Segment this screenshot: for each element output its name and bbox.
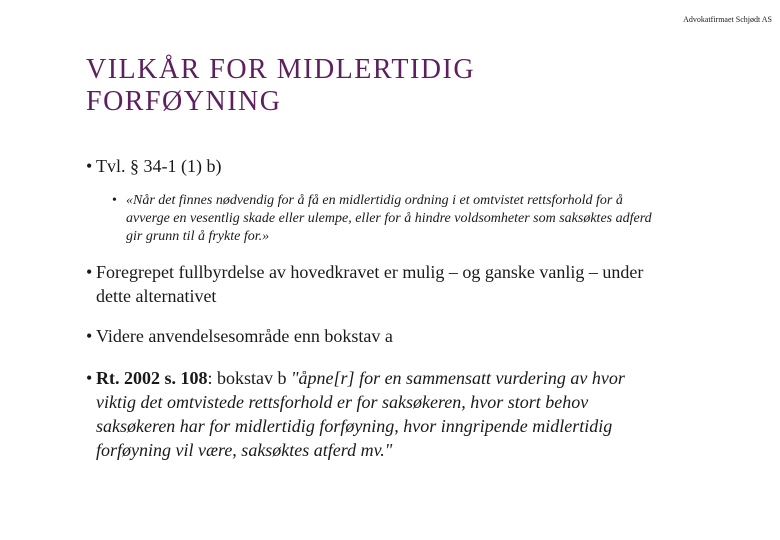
title-line-2: FORFØYNING: [86, 86, 282, 117]
bullet-marker: •: [86, 368, 93, 388]
sub-bullet-quote: [112, 192, 652, 246]
case-intro: : bokstav b: [207, 368, 291, 388]
bullet-text: Tvl. § 34-1 (1) b): [96, 156, 222, 176]
bullet-case-law: [86, 366, 666, 462]
bullet-statute: [86, 155, 666, 177]
bullet-text: Videre anvendelsesområde enn bokstav a: [96, 326, 393, 346]
bullet-marker: •: [86, 156, 93, 176]
case-quote: "åpne[r] for en sammensatt vurdering av hvor viktig det omtvistede rettsforhold er for saksøkeren, hvor stort behov saksøkeren har for midlertidig forføyning, hvor inngripende midlertidig forføyning vil være, saksøktes atferd mv.": [96, 368, 625, 460]
bullet-text: Foregrepet fullbyrdelse av hovedkravet er mulig – og ganske vanlig – under dette alternativet: [96, 262, 644, 306]
case-citation: Rt. 2002 s. 108: [96, 368, 208, 388]
slide-title: [86, 54, 646, 118]
sub-bullet-text: «Når det finnes nødvendig for å få en midlertidig ordning i et omtvistet rettsforhold for å avverge en vesentlig skade eller ulempe, eller for å hindre voldsomheter som saksøktes adferd gir grunn til å frykte for.»: [126, 193, 652, 244]
bullet-marker: •: [86, 326, 93, 346]
title-line-1: VILKÅR FOR MIDLERTIDIG: [86, 54, 476, 85]
bullet-marker: •: [86, 262, 93, 282]
bullet-wider-scope: [86, 324, 666, 348]
bullet-marker: •: [112, 193, 117, 208]
firm-name: Advokatfirmaet Schjødt AS: [683, 15, 772, 24]
bullet-anticipated-enforcement: [86, 260, 666, 308]
bullet-text: [86, 366, 666, 462]
